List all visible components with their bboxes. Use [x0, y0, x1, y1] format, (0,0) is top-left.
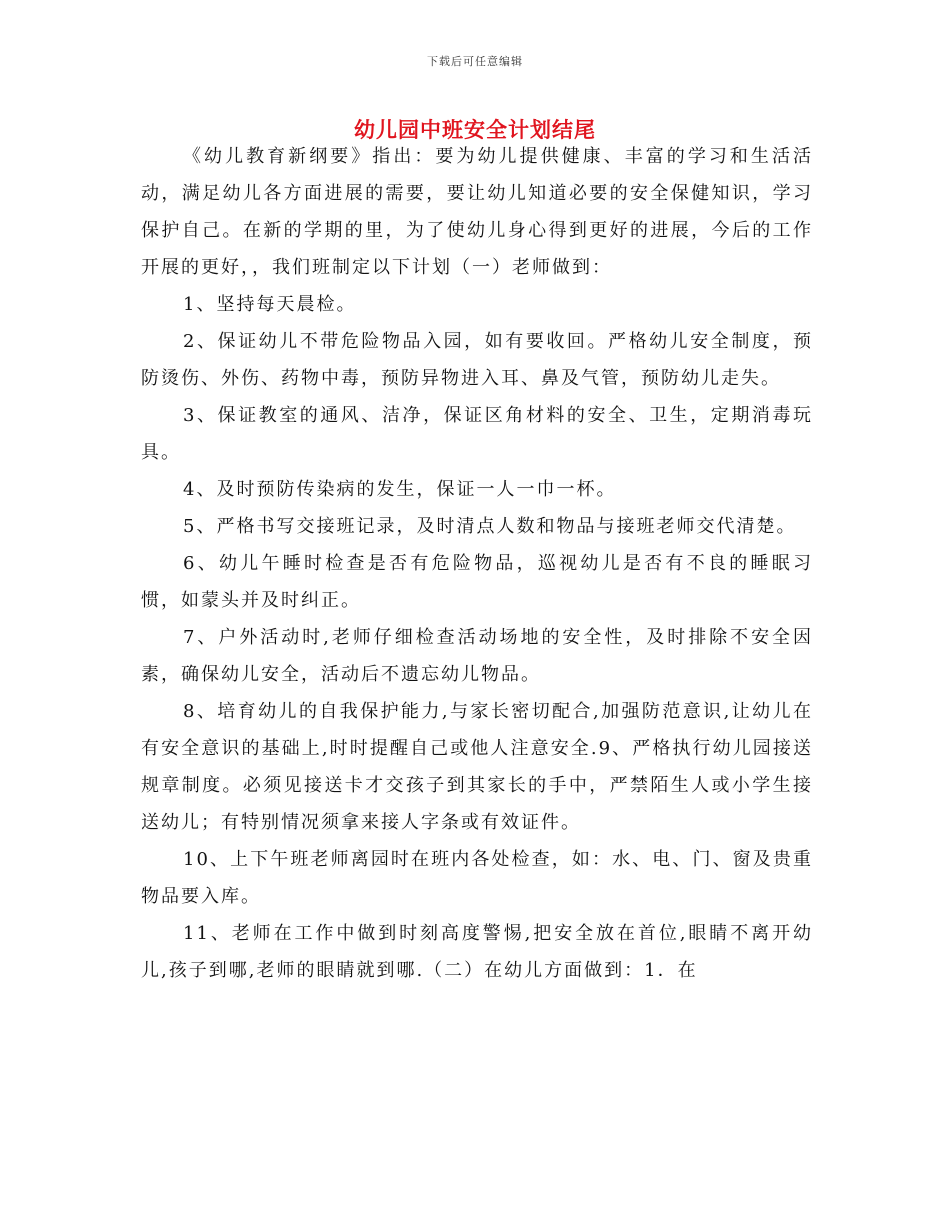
- paragraph-intro: 《幼儿教育新纲要》指出：要为幼儿提供健康、丰富的学习和生活活动，满足幼儿各方面进展的需要，要让幼儿知道必要的安全保健知识，学习保护自己。在新的学期的里，为了使幼儿身心得到更好的进展，今后的工作开展的更好，，我们班制定以下计划（一）老师做到：: [141, 146, 813, 278]
- paragraph-item-6: 6、幼儿午睡时检查是否有危险物品，巡视幼儿是否有不良的睡眠习惯，如蒙头并及时纠正。: [141, 553, 813, 611]
- paragraph-item-3: 3、保证教室的通风、洁净，保证区角材料的安全、卫生，定期消毒玩具。: [141, 405, 813, 463]
- paragraph-item-10: 10、上下午班老师离园时在班内各处检查，如：水、电、门、窗及贵重物品要入库。: [141, 849, 813, 907]
- document-title: 幼儿园中班安全计划结尾: [354, 117, 596, 142]
- paragraph-item-7: 7、户外活动时,老师仔细检查活动场地的安全性，及时排除不安全因素，确保幼儿安全，活动后不遗忘幼儿物品。: [141, 627, 813, 685]
- paragraph-item-4: 4、及时预防传染病的发生，保证一人一巾一杯。: [183, 479, 617, 500]
- header-note: 下载后可任意编辑: [427, 55, 523, 68]
- paragraph-item-5: 5、严格书写交接班记录，及时清点人数和物品与接班老师交代清楚。: [183, 516, 797, 537]
- paragraph-item-2: 2、保证幼儿不带危险物品入园，如有要收回。严格幼儿安全制度，预防烫伤、外伤、药物中毒，预防异物进入耳、鼻及气管，预防幼儿走失。: [141, 331, 813, 389]
- document-body: [141, 138, 813, 989]
- paragraph-item-11: 11、老师在工作中做到时刻高度警惕,把安全放在首位,眼睛不离开幼儿,孩子到哪,老师的眼睛就到哪.（二）在幼儿方面做到：1．在: [141, 923, 813, 981]
- paragraph-item-8-9: 8、培育幼儿的自我保护能力,与家长密切配合,加强防范意识,让幼儿在有安全意识的基础上,时时提醒自己或他人注意安全.9、严格执行幼儿园接送规章制度。必须见接送卡才交孩子到其家长的手中，严禁陌生人或小学生接送幼儿；有特别情况须拿来接人字条或有效证件。: [141, 701, 813, 833]
- paragraph-item-1: 1、坚持每天晨检。: [183, 294, 357, 315]
